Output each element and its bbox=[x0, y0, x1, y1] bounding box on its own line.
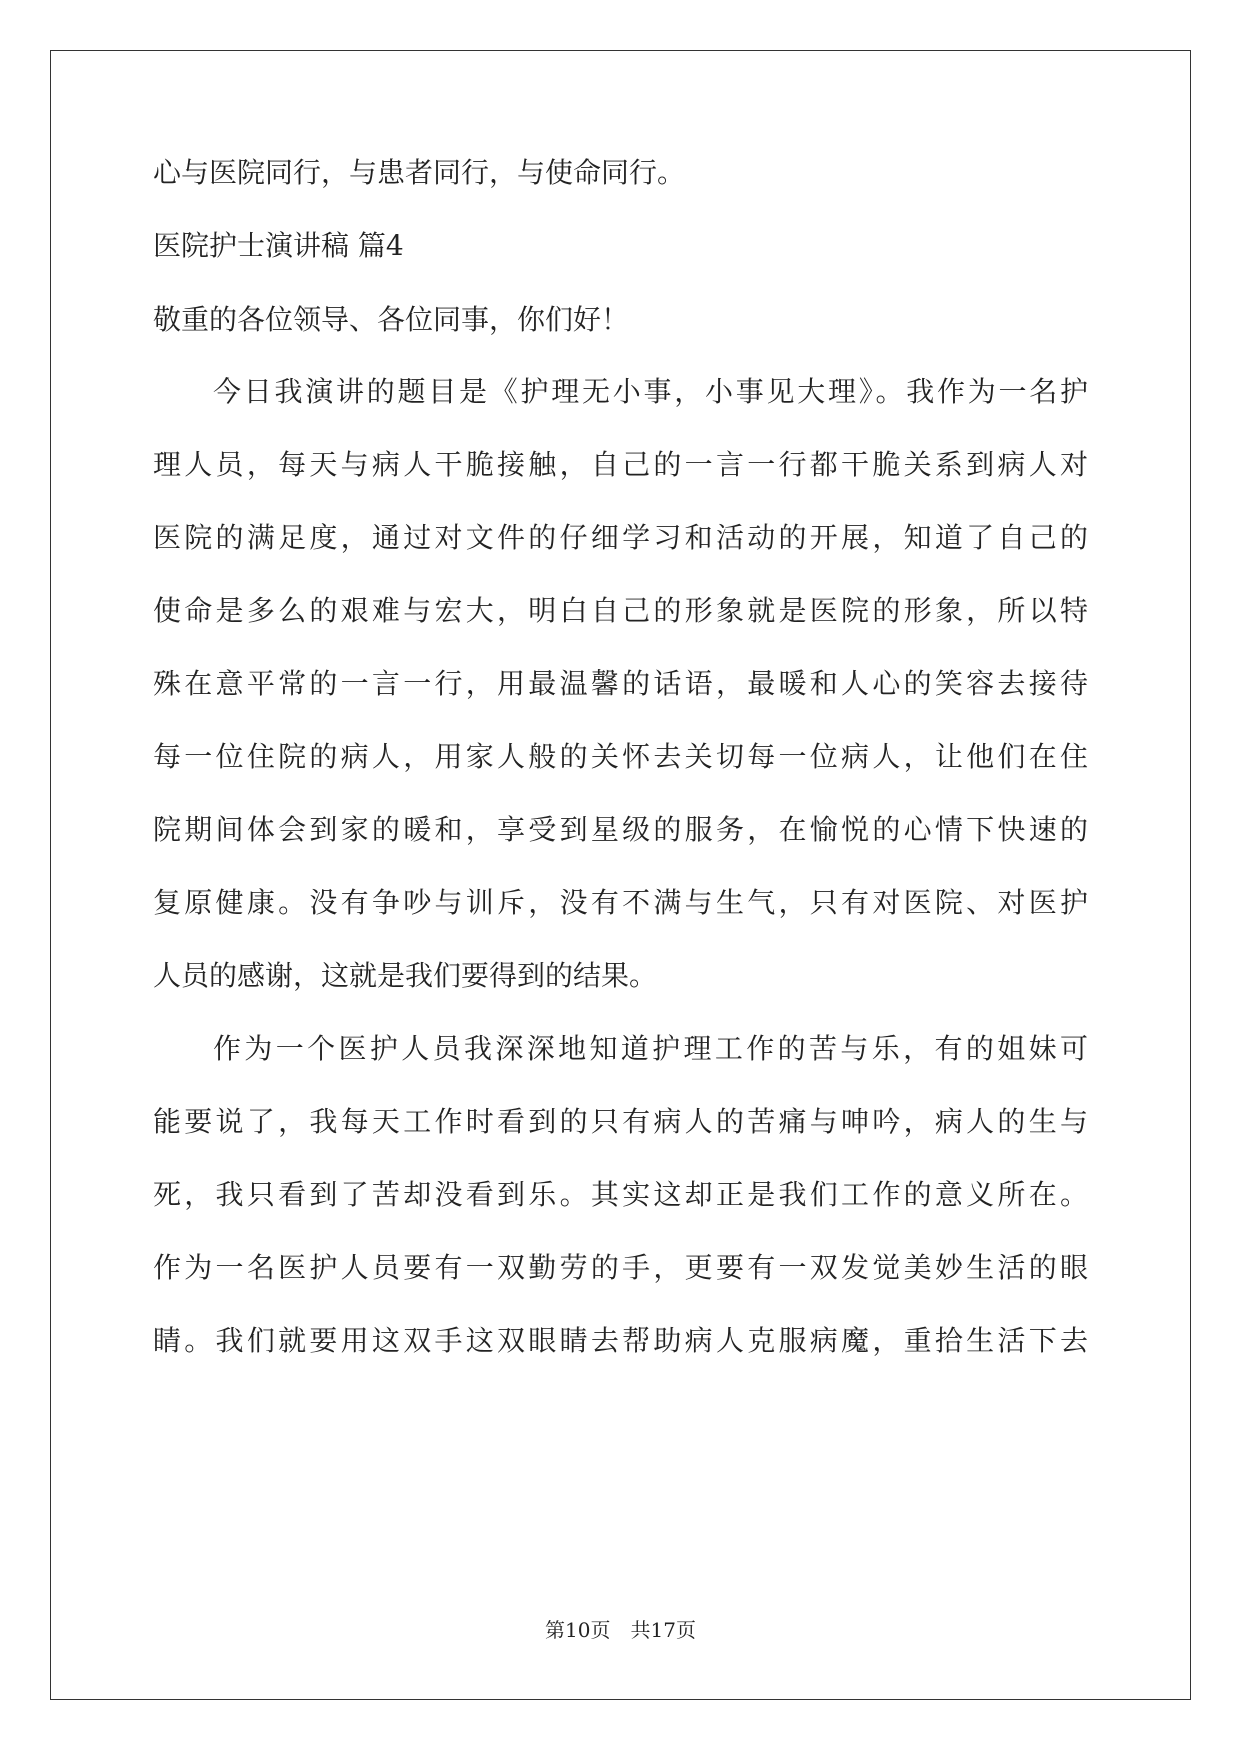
page-total: 共17页 bbox=[630, 1618, 696, 1642]
text-line: 心与医院同行，与患者同行，与使命同行。 bbox=[153, 156, 686, 189]
salutation: 敬重的各位领导、各位同事，你们好！ bbox=[153, 303, 630, 336]
paragraph-line: 理人员，每天与病人干脆接触，自己的一言一行都干脆关系到病人对 bbox=[153, 448, 1088, 481]
paragraph-line: 死，我只看到了苦却没看到乐。其实这却正是我们工作的意义所在。 bbox=[153, 1178, 1088, 1211]
section-heading: 医院护士演讲稿 篇4 bbox=[153, 229, 404, 262]
paragraph-line: 今日我演讲的题目是《护理无小事，小事见大理》。我作为一名护 bbox=[213, 375, 1088, 408]
paragraph-line: 作为一个医护人员我深深地知道护理工作的苦与乐，有的姐妹可 bbox=[213, 1032, 1088, 1065]
paragraph-line: 作为一名医护人员要有一双勤劳的手，更要有一双发觉美妙生活的眼 bbox=[153, 1251, 1088, 1284]
paragraph-line: 人员的感谢，这就是我们要得到的结果。 bbox=[153, 959, 658, 992]
paragraph-line: 复原健康。没有争吵与训斥，没有不满与生气，只有对医院、对医护 bbox=[153, 886, 1088, 919]
paragraph-line: 睛。我们就要用这双手这双眼睛去帮助病人克服病魔，重拾生活下去 bbox=[153, 1324, 1088, 1357]
paragraph-line: 使命是多么的艰难与宏大，明白自己的形象就是医院的形象，所以特 bbox=[153, 594, 1088, 627]
paragraph-line: 能要说了，我每天工作时看到的只有病人的苦痛与呻吟，病人的生与 bbox=[153, 1105, 1088, 1138]
paragraph-line: 医院的满足度，通过对文件的仔细学习和活动的开展，知道了自己的 bbox=[153, 521, 1088, 554]
page-number: 第10页 bbox=[545, 1618, 611, 1642]
paragraph-line: 殊在意平常的一言一行，用最温馨的话语，最暖和人心的笑容去接待 bbox=[153, 667, 1088, 700]
paragraph-line: 院期间体会到家的暖和，享受到星级的服务，在愉悦的心情下快速的 bbox=[153, 813, 1088, 846]
page-border bbox=[50, 50, 1191, 1700]
page-footer bbox=[0, 1617, 1241, 1643]
paragraph-line: 每一位住院的病人，用家人般的关怀去关切每一位病人，让他们在住 bbox=[153, 740, 1088, 773]
